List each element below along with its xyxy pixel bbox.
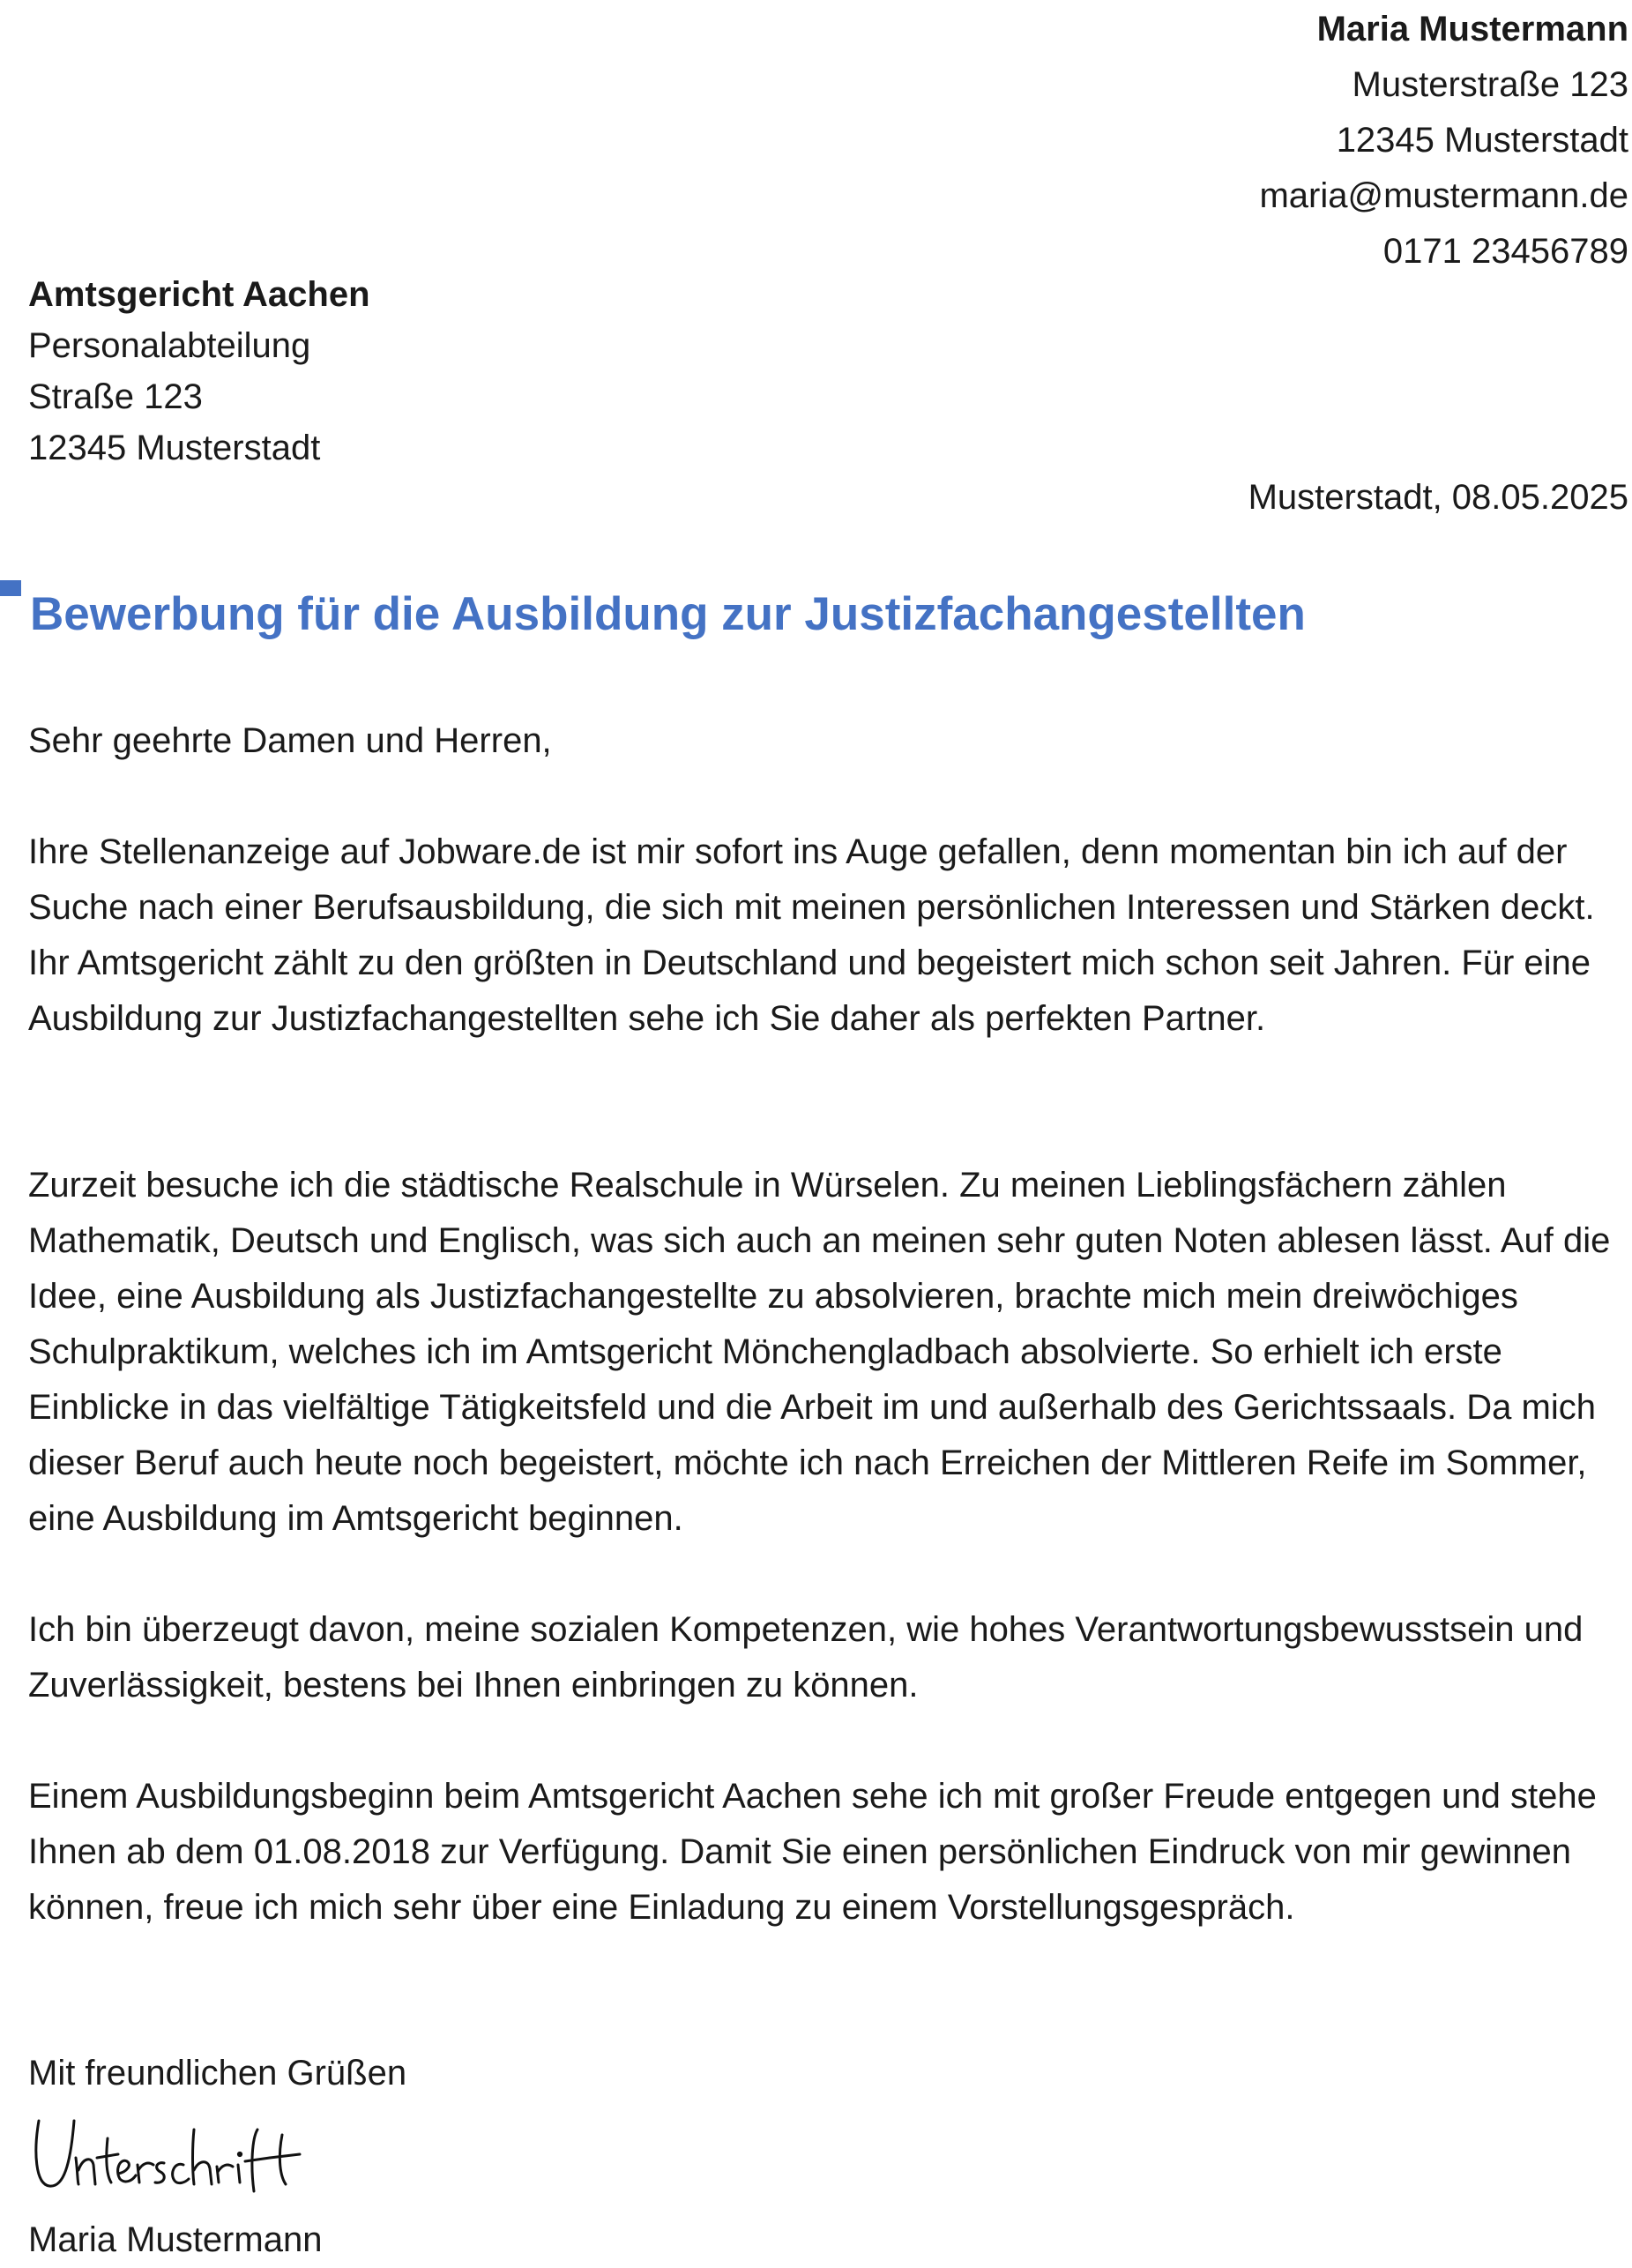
- recipient-city: 12345 Musterstadt: [28, 429, 321, 467]
- body-paragraph-4: Einem Ausbildungsbeginn beim Amtsgericht Aachen sehe ich mit großer Freude entgegen und stehe Ihnen ab dem 01.08.2018 zur Verfügung. Damit Sie einen persönlichen Eindruck von mir gewinnen können, freue ich mich sehr über eine Einladung zu einem Vorstellungsgespräch.: [28, 1777, 1597, 1927]
- sender-city: 12345 Musterstadt: [1336, 121, 1628, 160]
- heading-marker: [0, 580, 21, 596]
- sender-email: maria@mustermann.de: [1259, 176, 1628, 215]
- sender-name: Maria Mustermann: [1316, 10, 1628, 48]
- recipient-organization: Amtsgericht Aachen: [28, 275, 370, 314]
- handwritten-signature: [30, 2103, 321, 2200]
- sender-phone: 0171 23456789: [1382, 232, 1628, 271]
- closing-greeting: Mit freundlichen Grüßen: [28, 2054, 407, 2093]
- signed-name: Maria Mustermann: [28, 2220, 323, 2259]
- recipient-street: Straße 123: [28, 377, 203, 416]
- sender-address-block: [835, 2, 1628, 280]
- recipient-address-block: [28, 269, 822, 474]
- body-paragraph-3: Ich bin überzeugt davon, meine sozialen Kompetenzen, wie hohes Verantwortungsbewusstsein und Zuverlässigkeit, bestens bei Ihnen einbringen zu können.: [28, 1610, 1584, 1705]
- date-line: Musterstadt, 08.05.2025: [1248, 478, 1628, 517]
- subject-heading: Bewerbung für die Ausbildung zur Justizfachangestellten: [30, 588, 1306, 640]
- recipient-department: Personalabteilung: [28, 326, 311, 365]
- body-paragraph-2: Zurzeit besuche ich die städtische Realschule in Würselen. Zu meinen Lieblingsfächern zählen Mathematik, Deutsch und Englisch, was sich auch an meinen sehr guten Noten ablesen lässt. Auf die Idee, eine Ausbildung als Justizfachangestellte zu absolvieren, brachte mich mein dreiwöchiges Schulpraktikum, welches ich im Amtsgericht Mönchengladbach absolvierte. So erhielt ich erste Einblicke in das vielfältige Tätigkeitsfeld und die Arbeit im und außerhalb des Gerichtssaals. Da mich dieser Beruf auch heute noch begeistert, möchte ich nach Erreichen der Mittleren Reife im Sommer, eine Ausbildung im Amtsgericht beginnen.: [28, 1166, 1611, 1538]
- sender-street: Musterstraße 123: [1352, 65, 1628, 104]
- body-paragraph-1: Ihre Stellenanzeige auf Jobware.de ist mir sofort ins Auge gefallen, denn momentan bin ich auf der Suche nach einer Berufsausbildung, die sich mit meinen persönlichen Interessen und Stärken deckt. Ihr Amtsgericht zählt zu den größten in Deutschland und begeistert mich schon seit Jahren. Für eine Ausbildung zur Justizfachangestellten sehe ich Sie daher als perfekten Partner.: [28, 832, 1595, 1038]
- salutation: Sehr geehrte Damen und Herren,: [28, 721, 552, 760]
